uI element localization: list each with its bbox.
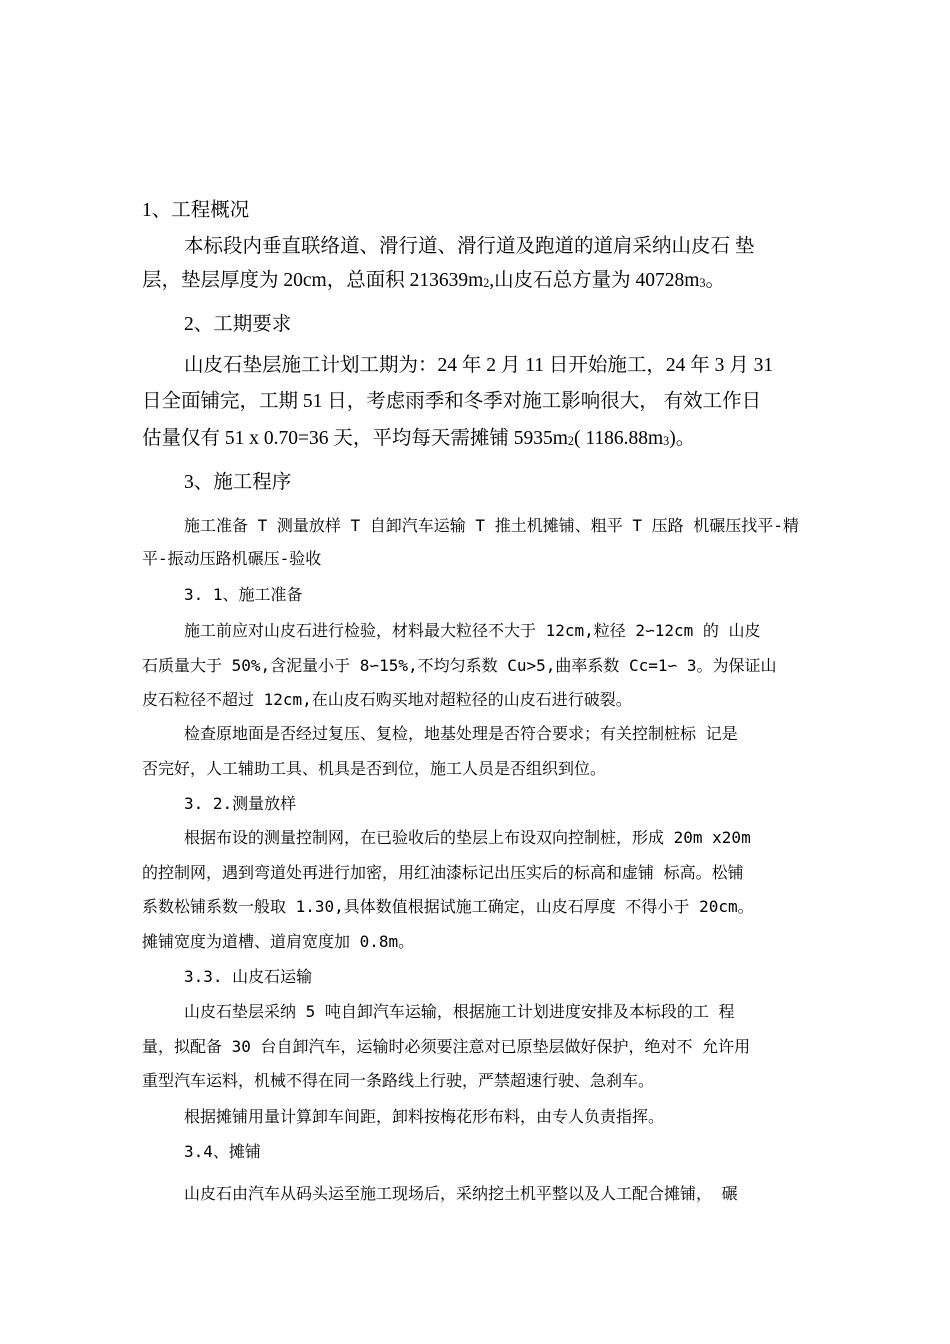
section-3-heading: 3、施工程序 xyxy=(184,472,292,493)
subsection-3-1-heading: 3. 1、施工准备 xyxy=(184,585,303,604)
subsection-3-1-text-line: 否完好，人工辅助工具、机具是否到位，施工人员是否组织到位。 xyxy=(142,759,607,778)
section-1-text-line: 本标段内垂直联络道、滑行道、滑行道及跑道的道肩采纳山皮石 垫 xyxy=(184,236,755,257)
section-2-text-line: 山皮石垫层施工计划工期为：24 年 2 月 11 日开始施工，24 年 3 月 31 xyxy=(184,355,774,376)
subsection-3-1-text-line: 石质量大于 50%,含泥量小于 8∽15%,不均匀系数 Cu>5,曲率系数 Cc=1∽ 3。为保证山 xyxy=(142,656,777,675)
section-2-heading: 2、工期要求 xyxy=(184,314,292,335)
subsection-3-3-heading: 3.3. 山皮石运输 xyxy=(184,967,313,986)
subsection-3-2-heading: 3. 2.测量放样 xyxy=(184,794,297,813)
subsection-3-1-text-line: 施工前应对山皮石进行检验，材料最大粒径不大于 12cm,粒径 2∽12cm 的 山皮 xyxy=(184,621,761,640)
section-2-text-line: 日全面铺完，工期 51 日，考虑雨季和冬季对施工影响很大， 有效工作日 xyxy=(142,391,762,412)
subsection-3-3-text-line: 量，拟配备 30 台自卸汽车，运输时必须要注意对已原垫层做好保护，绝对不 允许用 xyxy=(142,1037,751,1056)
subsection-3-2-text-line: 根据布设的测量控制网，在已验收后的垫层上布设双向控制桩，形成 20m x20m xyxy=(184,828,751,847)
subsection-3-1-text-line: 皮石粒径不超过 12cm,在山皮石购买地对超粒径的山皮石进行破裂。 xyxy=(142,690,632,709)
section-1-heading: 1、工程概况 xyxy=(142,200,250,221)
subsection-3-3-text-line: 根据摊铺用量计算卸车间距，卸料按梅花形布料，由专人负责指挥。 xyxy=(184,1107,665,1126)
section-1-text-line: 层，垫层厚度为 20cm，总面积 213639m2,山皮石总方量为 40728m3。 xyxy=(142,270,726,291)
subsection-3-1-text-line: 检查原地面是否经过复压、复检，地基处理是否符合要求；有关控制桩标 记是 xyxy=(184,724,738,743)
section-2-text-line: 估量仅有 51 x 0.70=36 天，平均每天需摊铺 5935m2( 1186.88m3)。 xyxy=(142,428,696,449)
subsection-3-2-text-line: 系数松铺系数一般取 1.30,具体数值根据试施工确定，山皮石厚度 不得小于 20cm。 xyxy=(142,897,754,916)
procedure-flow-line: 施工准备 T 测量放样 T 自卸汽车运输 T 推土机摊铺、粗平 T 压路 机碾压找平-精 xyxy=(184,516,799,535)
subsection-3-2-text-line: 摊铺宽度为道槽、道肩宽度加 0.8m。 xyxy=(142,932,415,951)
subsection-3-2-text-line: 的控制网，遇到弯道处再进行加密，用红油漆标记出压实后的标高和虚铺 标高。松铺 xyxy=(142,863,744,882)
subsection-3-4-text-line: 山皮石由汽车从码头运至施工现场后，采纳挖土机平整以及人工配合摊铺， 碾 xyxy=(184,1184,738,1203)
subsection-3-4-heading: 3.4、摊铺 xyxy=(184,1142,261,1161)
subsection-3-3-text-line: 重型汽车运料，机械不得在同一条路线上行驶，严禁超速行驶、急刹车。 xyxy=(142,1071,655,1090)
subsection-3-3-text-line: 山皮石垫层采纳 5 吨自卸汽车运输，根据施工计划进度安排及本标段的工 程 xyxy=(184,1002,735,1021)
procedure-flow-line: 平-振动压路机碾压-验收 xyxy=(142,549,322,568)
